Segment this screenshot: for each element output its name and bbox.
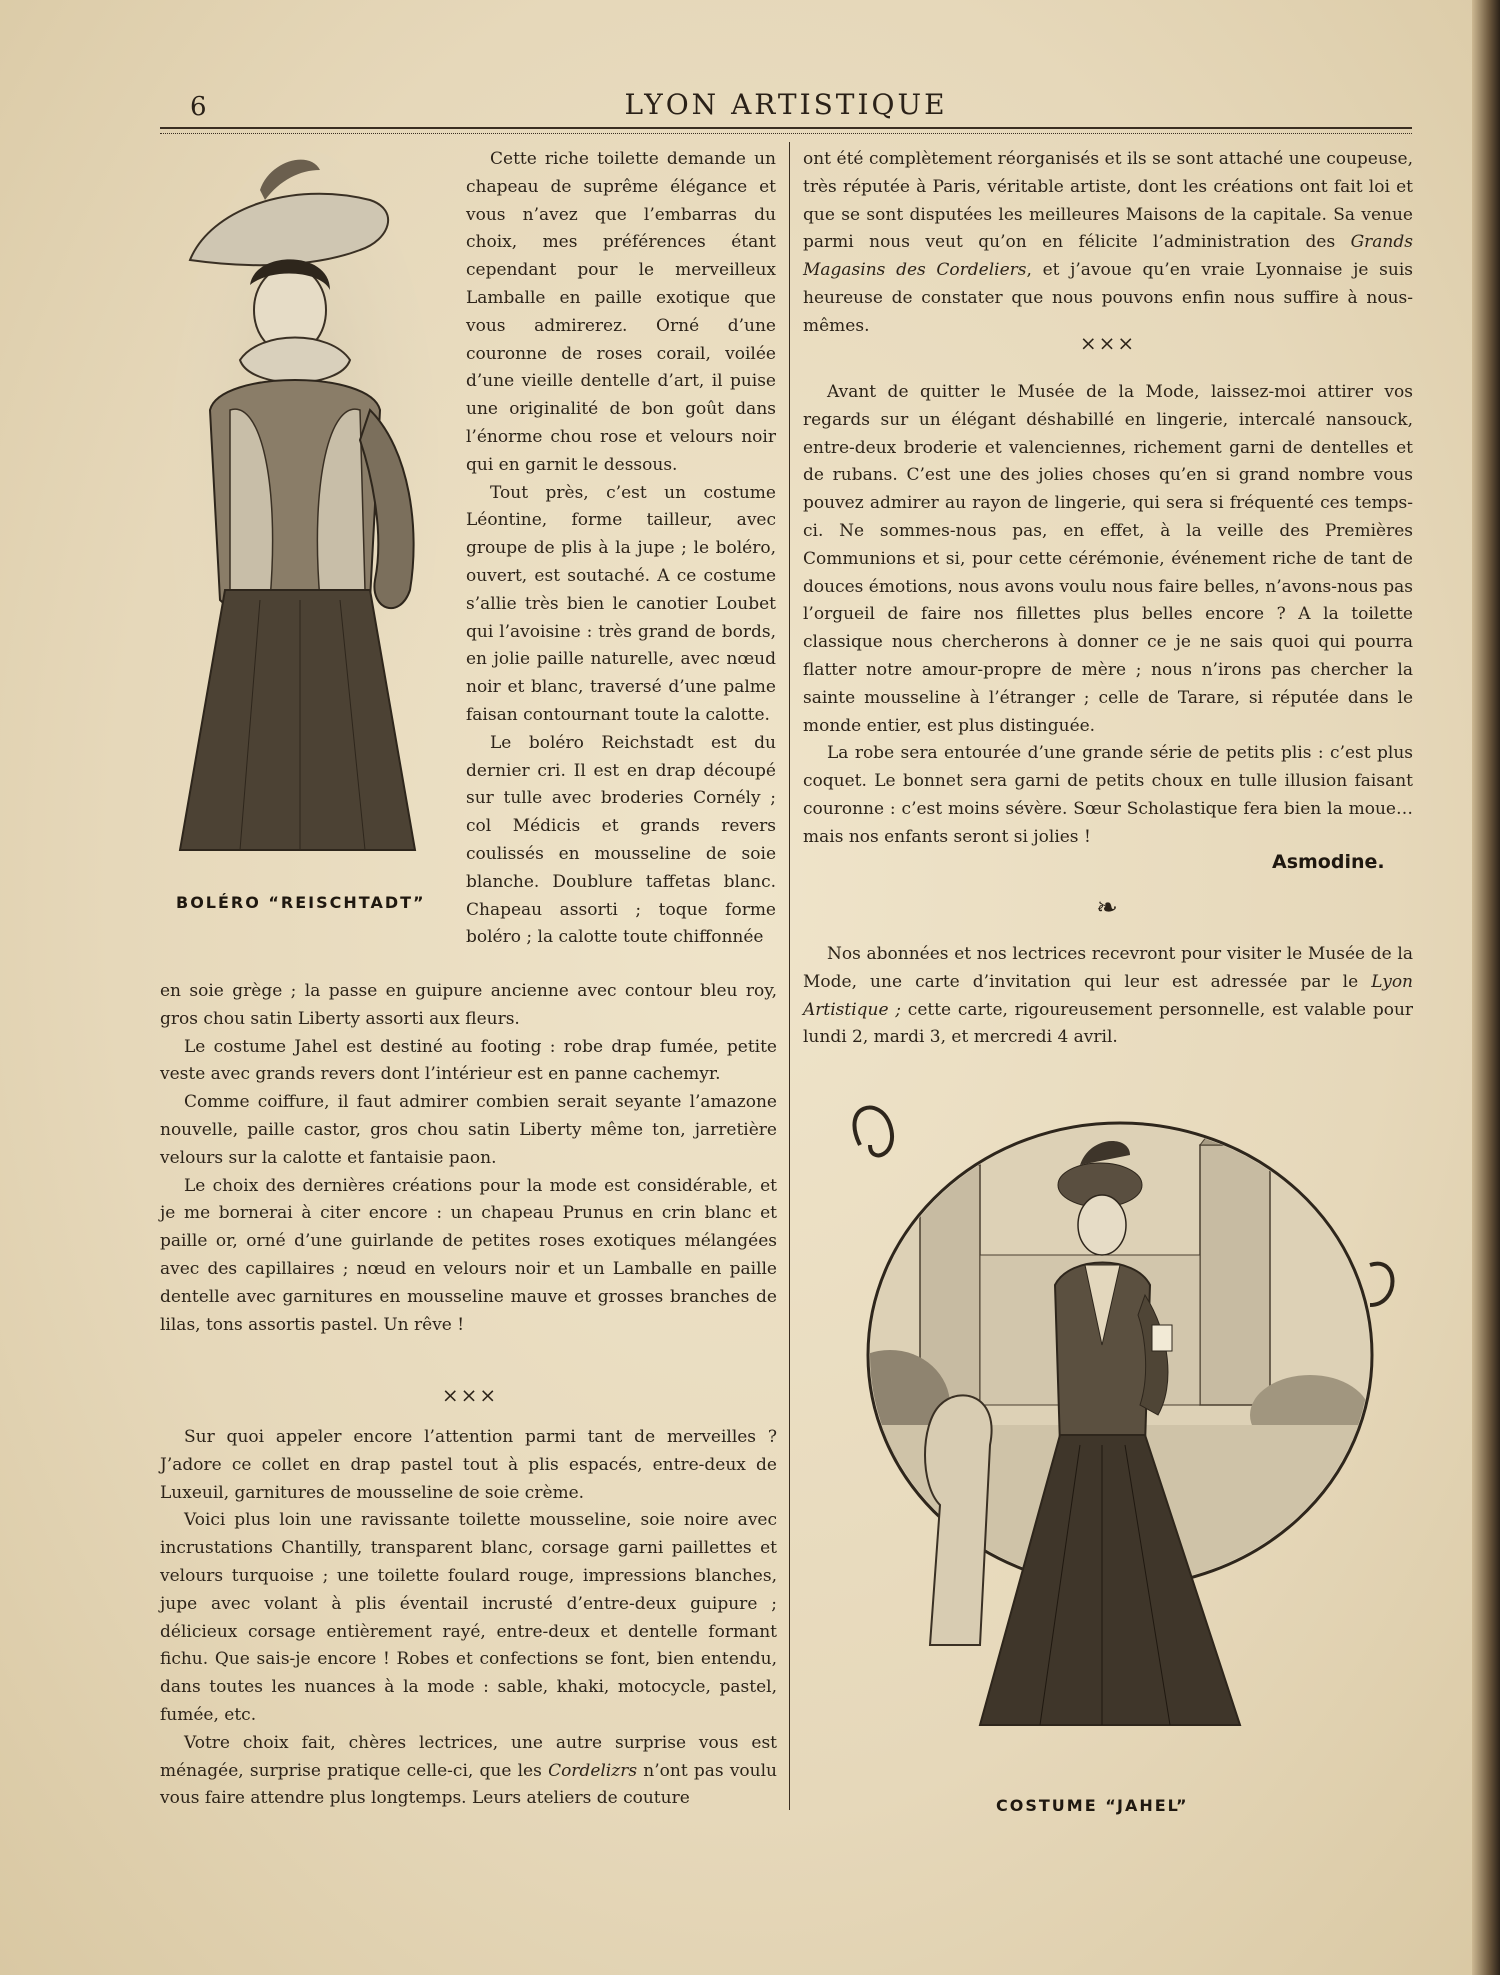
- text-run: , et j’avoue qu’en vraie Lyonnaise je suis heureuse de constater que nous pouvons enfin nous suffire à nous-mêmes.: [803, 260, 1413, 336]
- section-separator-stars: [1068, 331, 1148, 355]
- text-run: Votre choix fait, chères lectrices, une autre surprise vous est ménagée, surprise pratique celle-ci, que les: [160, 1732, 777, 1781]
- jahel-illustration: [840, 1085, 1400, 1785]
- author-signature: Asmodine.: [1272, 851, 1385, 873]
- paragraph: Le choix des dernières créations pour la mode est considérable, et je me bornerai à citer encore : un chapeau Prunus en crin blanc et paille or, orné d’une guirlande de petites roses exotiques mélangées avec des capillaires ; nœud en velours noir et un Lamballe en paille dentelle avec garnitures en mousseline mauve et grosses branches de lilas, tons assortis pastel. Un rêve !: [160, 1175, 777, 1335]
- paragraph: La robe sera entourée d’une grande série de petits plis : c’est plus coquet. Le bonnet sera garni de petits choux en tulle illusion faisant couronne : c’est moins sévère. Sœur Scholastique fera bien la moue… mais nos enfants seront si jolies !: [803, 743, 1413, 847]
- text-run: Nos abonnées et nos lectrices recevront pour visiter le Musée de la Mode, une carte d’invitation qui leur est adressée par le: [803, 944, 1413, 992]
- page-spine-shadow: [1472, 0, 1500, 1975]
- paragraph: Sur quoi appeler encore l’attention parmi tant de merveilles ? J’adore ce collet en drap pastel tout à plis espacés, entre-deux de Luxeuil, garnitures de mousseline de soie crème.: [160, 1427, 777, 1503]
- stars-ornament: ×××: [441, 1383, 499, 1407]
- bolero-caption: BOLÉRO “REISCHTADT”: [176, 893, 426, 912]
- text-run: n’ont pas voulu vous faire attendre plus longtemps. Leurs ateliers de couture: [160, 1760, 777, 1809]
- paragraph: Comme coiffure, il faut admirer combien serait seyante l’amazone nouvelle, paille castor, gros chou satin Liberty même ton, jarretière velours sur la calotte et fantaisie paon.: [160, 1092, 777, 1168]
- section-separator-stars: [430, 1383, 510, 1407]
- page-number: 6: [190, 92, 207, 122]
- fleuron-ornament: [1068, 895, 1148, 921]
- publication-title: LYON ARTISTIQUE: [624, 88, 948, 121]
- paragraph: Voici plus loin une ravissante toilette mousseline, soie noire avec incrustations Chantilly, transparent blanc, corsage garni paillettes et velours turquoise ; une toilette foulard rouge, impressions blanches, jupe avec volant à plis éventail incrusté d’entre-deux guipure ; délicieux corsage entièrement rayé, entre-deux et dentelle formant fichu. Que sais-je encore ! Robes et confections se font, bien entendu, dans toutes les nuances à la mode : sable, khaki, motocycle, pastel, fumée, etc.: [160, 1510, 777, 1725]
- column-divider: [789, 142, 790, 1810]
- text-run: ont été complètement réorganisés et ils se sont attaché une coupeuse, très réputée à Paris, véritable artiste, dont les créations ont fait loi et que se sont disputées les meilleures Maisons de la capitale. Sa venue parmi nous veut qu’on en félicite l’administration des: [803, 149, 1413, 253]
- right-top-block: [803, 146, 1413, 341]
- page-header: [160, 88, 1412, 128]
- left-narrow-block: [466, 146, 776, 952]
- left-full-block: [160, 978, 777, 1339]
- paragraph: [803, 941, 1413, 1052]
- paragraph: [803, 146, 1413, 341]
- paragraph: Tout près, c’est un costume Léontine, forme tailleur, avec groupe de plis à la jupe ; le boléro, ouvert, est soutaché. A ce costume s’allie très bien le canotier Loubet qui l’avoisine : très grand de bords, en jolie paille naturelle, avec nœud noir et blanc, traversé d’une palme faisan contournant toute la calotte.: [466, 482, 776, 725]
- paragraph: en soie grège ; la passe en guipure ancienne avec contour bleu roy, gros chou satin Liberty assorti aux fleurs.: [160, 981, 777, 1029]
- paragraph: Le boléro Reichstadt est du dernier cri. Il est en drap découpé sur tulle avec broderies Cornély ; col Médicis et grands revers coulissés en mousseline de soie blanche. Doublure taffetas blanc. Chapeau assorti ; toque forme boléro ; la calotte toute chiffonnée: [466, 732, 776, 948]
- italic-name: Grands Magasins des Cordeliers: [803, 232, 1413, 281]
- paragraph: Cette riche toilette demande un chapeau de suprême élégance et vous n’avez que l’embarras du choix, mes préférences étant cependant pour le merveilleux Lamballe en paille exotique que vous admirerez. Orné d’une couronne de roses corail, voilée d’une vieille dentelle d’art, il puise une originalité de bon goût dans l’énorme chou rose et velours noir qui en garnit le dessous.: [466, 149, 776, 475]
- italic-name: Lyon Artistique ;: [803, 971, 1413, 1020]
- paragraph: Avant de quitter le Musée de la Mode, laissez-moi attirer vos regards sur un élégant déshabillé en lingerie, intercalé nansouck, entre-deux broderie et valenciennes, richement garni de dentelles et de rubans. C’est une des jolies choses qu’en si grand nombre vous pouvez admirer au rayon de lingerie, qui sera si fréquenté ces temps-ci. Ne sommes-nous pas, en effet, à la veille des Premières Communions et si, pour cette cérémonie, événement riche de tant de douces émotions, nous avons voulu nous faire belles, n’avons-nous pas l’orgueil de faire nos fillettes plus belles encore ? A la toilette classique nous chercherons à donner ce je ne sais quoi qui pourra flatter notre amour-propre de mère ; nous n’irons pas chercher la sainte mousseline à l’étranger ; celle de Tarare, si réputée dans le monde entier, est plus distinguée.: [803, 382, 1413, 736]
- jahel-caption: COSTUME “JAHEL”: [996, 1796, 1189, 1815]
- header-rule: [160, 127, 1412, 134]
- paragraph: Le costume Jahel est destiné au footing : robe drap fumée, petite veste avec grands revers dont l’intérieur est en panne cachemyr.: [160, 1036, 777, 1085]
- bolero-illustration: [170, 150, 438, 868]
- right-middle-block: [803, 379, 1413, 852]
- text-run: cette carte, rigoureusement personnelle, est valable pour lundi 2, mardi 3, et mercredi 4 avril.: [803, 999, 1414, 1048]
- stars-ornament: ×××: [1079, 331, 1137, 355]
- left-lower-block: [160, 1424, 777, 1813]
- paragraph: [160, 1730, 777, 1813]
- right-notice-block: [803, 941, 1413, 1052]
- italic-name: Cordelizrs: [548, 1760, 638, 1781]
- fleuron-glyph: ❧: [1096, 893, 1120, 923]
